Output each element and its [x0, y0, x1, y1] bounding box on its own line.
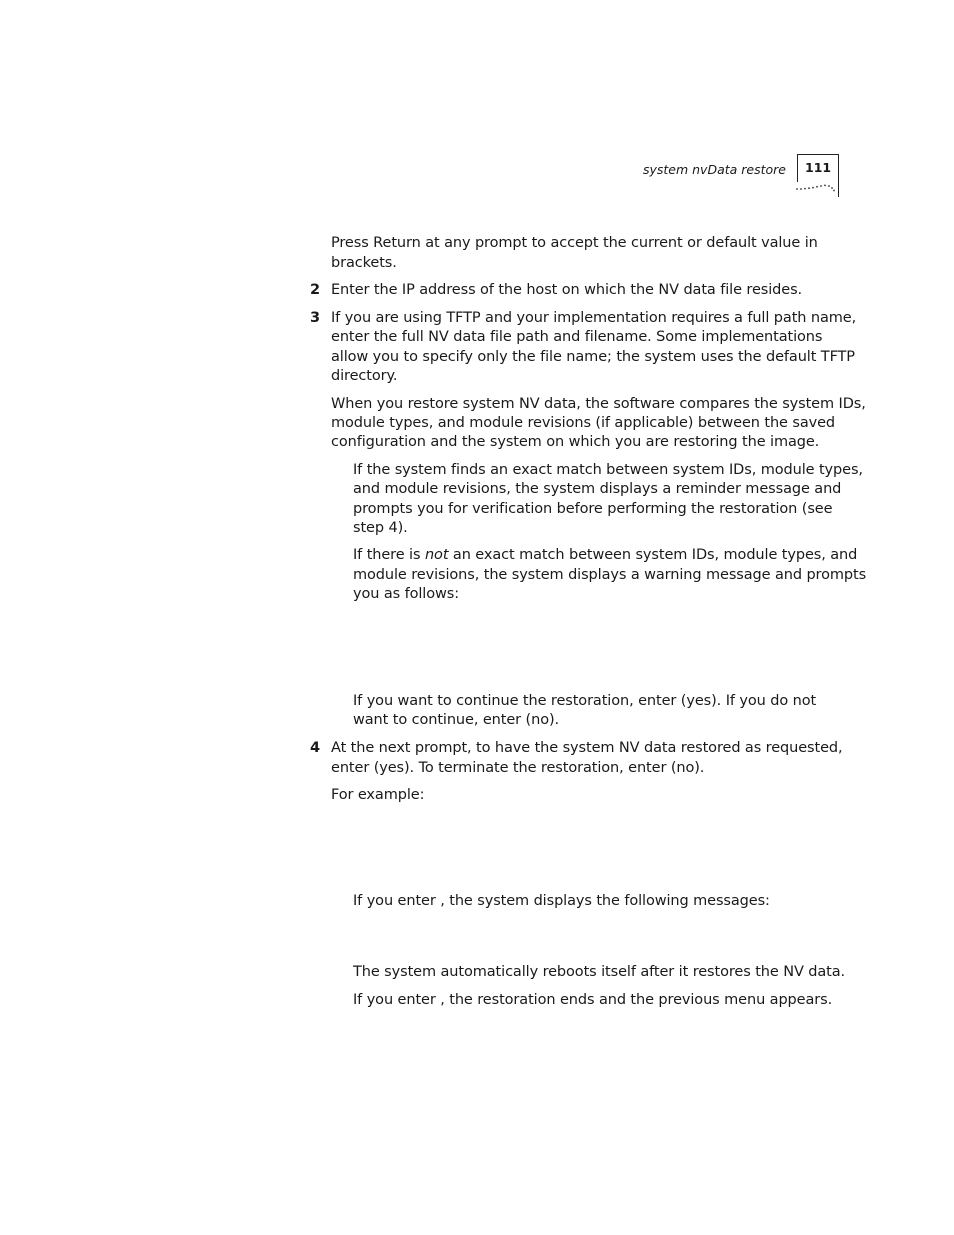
step-3-para2-line-3: configuration and the system on which you are restoring the image. [331, 434, 820, 450]
nomatch-line-1 [353, 546, 857, 566]
nomatch-emphasis: not [424, 547, 449, 563]
step-3-number: 3 [310, 310, 321, 326]
intro-line-2: brackets. [331, 255, 397, 271]
header-rule-right [838, 154, 839, 197]
no-result-text: If you enter , the restoration ends and the previous menu appears. [353, 992, 833, 1008]
step-2-number: 2 [310, 282, 321, 298]
header-dots-decoration [795, 180, 837, 194]
step-3-line-2: enter the full NV data file path and filename. Some implementations [331, 329, 823, 345]
nomatch-line-2: module revisions, the system displays a warning message and prompts [353, 567, 867, 583]
match-line-1: If the system finds an exact match between system IDs, module types, [353, 462, 863, 478]
page-number: 111 [805, 160, 832, 175]
step-4-line-1: At the next prompt, to have the system NV data restored as requested, [331, 740, 843, 756]
header-rule-top [797, 154, 839, 155]
step-3-line-4: directory. [331, 368, 398, 384]
continue-line-2: want to continue, enter (no). [353, 712, 560, 728]
match-line-2: and module revisions, the system displays a reminder message and [353, 481, 842, 497]
step-3-line-1: If you are using TFTP and your implementation requires a full path name, [331, 310, 857, 326]
nomatch-rest: an exact match between system IDs, module types, and [448, 547, 858, 563]
reboot-text: The system automatically reboots itself after it restores the NV data. [353, 964, 846, 980]
step-3-para2-line-2: module types, and module revisions (if applicable) between the saved [331, 415, 836, 431]
intro-line-1: Press Return at any prompt to accept the current or default value in [331, 235, 818, 251]
step-2-text: Enter the IP address of the host on which the NV data file resides. [331, 282, 803, 298]
header-rule-left [797, 154, 798, 182]
continue-line-1: If you want to continue the restoration, enter (yes). If you do not [353, 693, 817, 709]
step-4-line-2: enter (yes). To terminate the restoration, enter (no). [331, 760, 705, 776]
step-3-line-3: allow you to specify only the file name; the system uses the default TFTP [331, 349, 855, 365]
nomatch-line-3: you as follows: [353, 586, 460, 602]
match-line-4: step 4). [353, 520, 408, 536]
step-4-number: 4 [310, 740, 321, 756]
match-line-3: prompts you for verification before performing the restoration (see [353, 501, 833, 517]
example-label: For example: [331, 787, 425, 803]
step-3-para2-line-1: When you restore system NV data, the software compares the system IDs, [331, 396, 866, 412]
yes-result-text: If you enter , the system displays the following messages: [353, 893, 770, 909]
nomatch-start: If there is [353, 547, 425, 563]
running-header-title: system nvData restore [642, 162, 786, 177]
